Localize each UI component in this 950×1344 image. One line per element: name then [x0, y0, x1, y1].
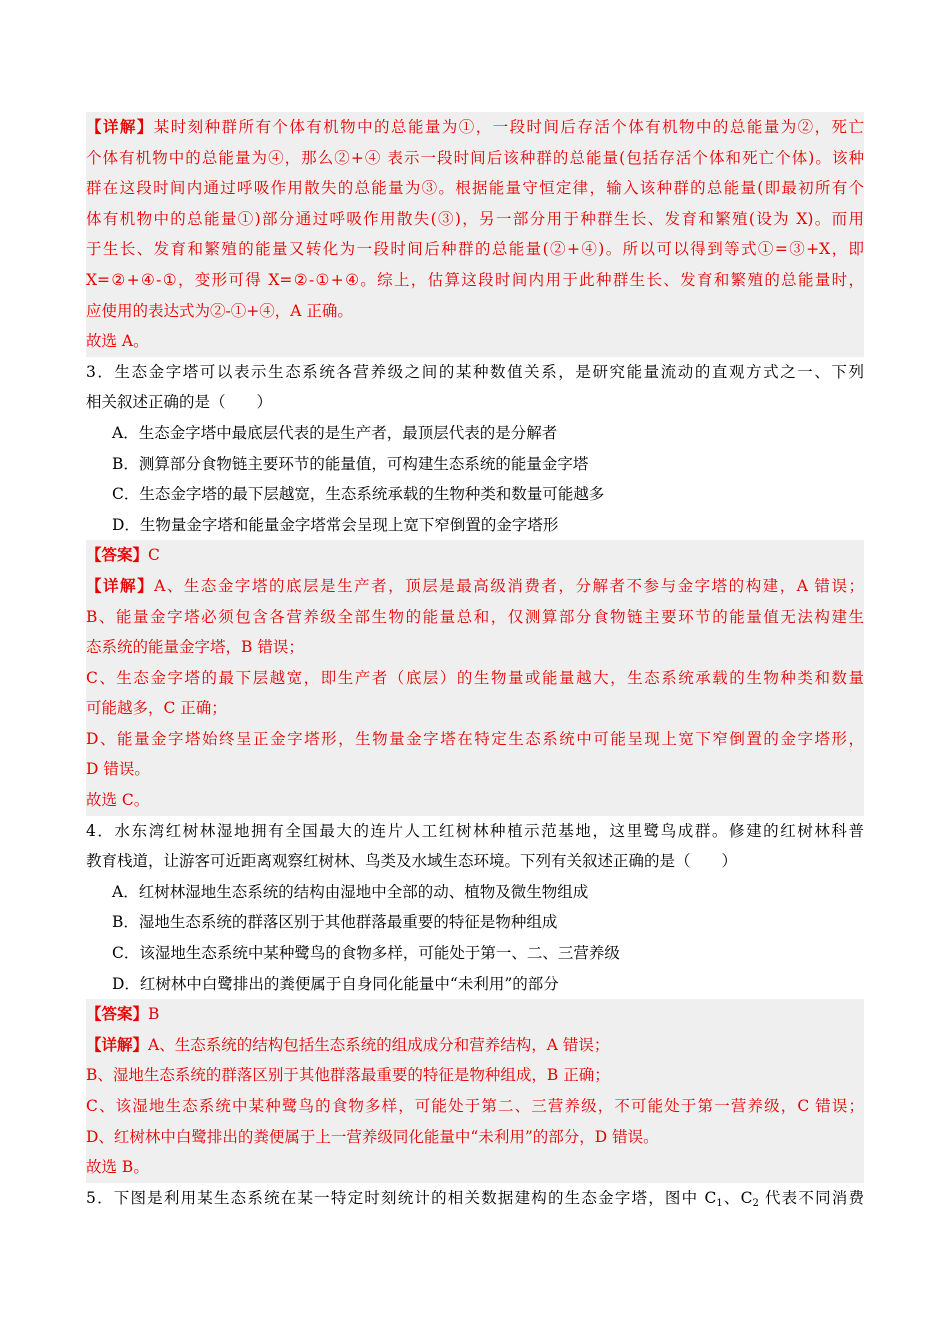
explain-line: 态系统的能量金字塔，B 错误；: [86, 638, 304, 657]
option-d: D．红树林中白鹭排出的粪便属于自身同化能量中“未利用”的部分: [112, 974, 559, 993]
conclusion: 故选 C。: [86, 791, 150, 810]
answer-line: [86, 999, 864, 1030]
explain-line: C、生态金字塔的最下层越宽，即生产者（底层）的生物量或能量越大，生态系统承载的生物种类和数量: [86, 668, 864, 687]
explain-line: 【详解】某时刻种群所有个体有机物中的总能量为①，一段时间后存活个体有机物中的总能量为②，死亡: [86, 117, 864, 136]
explain-line: B、能量金字塔必须包含各营养级全部生物的能量总和，仅测算部分食物链主要环节的能量值无法构建生: [86, 607, 864, 626]
option-b: B．湿地生态系统的群落区别于其他群落最重要的特征是物种组成: [112, 913, 558, 932]
answer-block-4: [86, 999, 864, 1183]
explain-line: X=②+④-①，变形可得 X=②-①+④。综上，估算这段时间内用于此种群生长、发育和繁殖的总能量时，: [86, 270, 864, 289]
explain-line: 体有机物中的总能量①)部分通过呼吸作用散失(③)，另一部分用于种群生长、发育和繁殖(设为 X)。而用: [86, 209, 864, 228]
explain-line: D 错误。: [86, 760, 150, 779]
explain-line: B、湿地生态系统的群落区别于其他群落最重要的特征是物种组成，B 正确；: [86, 1066, 610, 1085]
conclusion: 故选 B。: [86, 1158, 149, 1177]
question-stem: 3．生态金字塔可以表示生态系统各营养级之间的某种数值关系，是研究能量流动的直观方式之一、下列: [86, 362, 864, 381]
explain-line: 应使用的表达式为②-①+④，A 正确。: [86, 301, 353, 320]
question-4: [86, 816, 864, 1000]
answer-value: C: [148, 546, 160, 565]
explain-line: C、该湿地生态系统中某种鹭鸟的食物多样，可能处于第二、三营养级，不可能处于第一营养级，C 错误；: [86, 1097, 864, 1115]
option-d: D．生物量金字塔和能量金字塔常会呈现上宽下窄倒置的金字塔形: [112, 515, 559, 534]
explain-line: 可能越多，C 正确；: [86, 699, 227, 718]
explanation-block-prev: [86, 112, 864, 357]
explain-line: 于生长、发育和繁殖的能量又转化为一段时间后种群的总能量(②+④)。所以可以得到等式①=③+X，即: [86, 240, 864, 259]
question-stem: 相关叙述正确的是（ ）: [86, 393, 273, 412]
explain-line: 【详解】A、生态系统的结构包括生态系统的组成成分和营养结构，A 错误；: [86, 1034, 610, 1054]
explain-line: D、红树林中白鹭排出的粪便属于上一营养级同化能量中“未利用”的部分，D 错误。: [86, 1127, 659, 1146]
explain-tag: 【详解】: [86, 117, 154, 136]
question-stem: 5．下图是利用某生态系统在某一特定时刻统计的相关数据建构的生态金字塔，图中 $C_1$、$C_2$ 代表不同消费: [86, 1188, 864, 1209]
conclusion: 故选 A。: [86, 332, 149, 351]
answer-tag: 【答案】: [86, 545, 149, 565]
option-c: C．该湿地生态系统中某种鹭鸟的食物多样，可能处于第一、二、三营养级: [112, 944, 620, 963]
answer-line: [86, 540, 864, 571]
explain-tag: 【详解】: [86, 575, 155, 595]
option-a: A．生态金字塔中最底层代表的是生产者，最顶层代表的是分解者: [112, 423, 558, 442]
option-a: A．红树林湿地生态系统的结构由湿地中全部的动、植物及微生物组成: [112, 882, 589, 901]
question-3: [86, 357, 864, 541]
document-content: [86, 112, 864, 1213]
explain-tag: 【详解】: [86, 1034, 149, 1054]
question-5: [86, 1183, 864, 1214]
answer-tag: 【答案】: [86, 1004, 149, 1024]
question-stem: 教育栈道，让游客可近距离观察红树林、鸟类及水域生态环境。下列有关叙述正确的是（ ）: [86, 852, 738, 871]
question-stem: 4．水东湾红树林湿地拥有全国最大的连片人工红树林种植示范基地，这里鹭鸟成群。修建的红树林科普: [86, 821, 864, 840]
explain-line: 群在这段时间内通过呼吸作用散失的总能量为③。根据能量守恒定律，输入该种群的总能量(即最初所有个: [86, 179, 864, 198]
option-b: B．测算部分食物链主要环节的能量值，可构建生态系统的能量金字塔: [112, 454, 589, 473]
explain-line: 个体有机物中的总能量为④，那么②+④ 表示一段时间后该种群的总能量(包括存活个体和死亡个体)。该种: [86, 148, 864, 167]
option-c: C．生态金字塔的最下层越宽，生态系统承载的生物种类和数量可能越多: [112, 485, 605, 504]
answer-value: B: [148, 1005, 160, 1024]
explain-line: D、能量金字塔始终呈正金字塔形，生物量金字塔在特定生态系统中可能呈现上宽下窄倒置的金字塔形，: [86, 729, 864, 748]
answer-block-3: [86, 540, 864, 815]
explain-line: 【详解】A、生态金字塔的底层是生产者，顶层是最高级消费者，分解者不参与金字塔的构建，A 错误；: [86, 575, 864, 595]
